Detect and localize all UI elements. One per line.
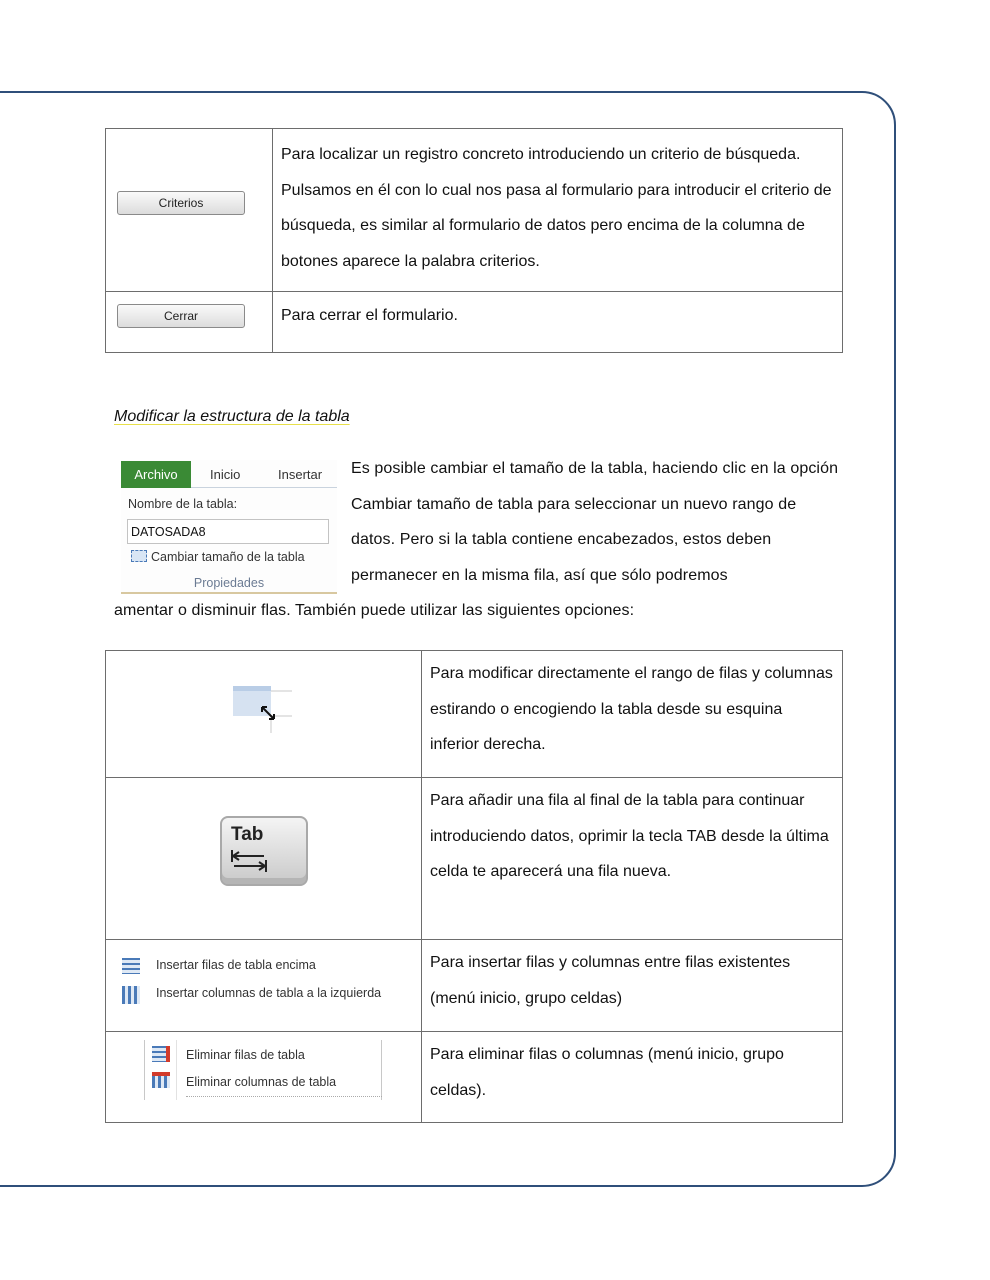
description-cell <box>422 651 843 778</box>
tab-archivo[interactable]: Archivo <box>121 461 191 488</box>
ribbon-tabs <box>121 460 337 488</box>
delete-rows-item[interactable]: Eliminar filas de tabla <box>186 1048 305 1062</box>
table-row <box>106 129 843 292</box>
tab-description: Para añadir una fila al final de la tabla para continuar introduciendo datos, oprimir la tecla TAB desde la última celda te aparecerá una fila nueva. <box>430 792 829 880</box>
description-cell <box>273 129 843 292</box>
resize-table-command[interactable] <box>131 550 305 564</box>
insert-rows-item[interactable]: Insertar filas de tabla encima <box>156 958 316 972</box>
table-row <box>106 651 843 778</box>
description-cell <box>422 778 843 940</box>
table-name-input[interactable]: DATOSADA8 <box>127 519 329 544</box>
image-cell <box>106 651 422 778</box>
tab-inicio[interactable]: Inicio <box>210 467 241 482</box>
cerrar-description: Para cerrar el formulario. <box>281 307 458 324</box>
delete-menu-dotted-line <box>186 1096 382 1097</box>
insert-columns-item[interactable]: Insertar columnas de tabla a la izquierda <box>156 986 382 1000</box>
table-row <box>106 1032 843 1123</box>
table-row <box>106 292 843 353</box>
table-name-label: Nombre de la tabla: <box>128 497 238 511</box>
cerrar-button[interactable]: Cerrar <box>117 304 245 328</box>
ribbon-properties-panel <box>121 460 337 594</box>
paragraph-text-tail: amentar o disminuir flas. También puede utilizar las siguientes opciones: <box>114 602 635 619</box>
description-cell <box>422 1032 843 1123</box>
image-cell <box>106 1032 422 1123</box>
tab-insertar[interactable]: Insertar <box>278 467 323 482</box>
tab-key-icon <box>220 816 308 886</box>
paragraph-last-line <box>114 593 854 629</box>
tab-key-label: Tab <box>231 824 264 845</box>
description-cell <box>422 940 843 1032</box>
criterios-description: Para localizar un registro concreto introduciendo un criterio de búsqueda. Pulsamos en él con lo cual nos pasa al formulario para introducir el criterio de búsqueda, es similar al formulario de datos pero encima de la columna de botones aparece la palabra criterios. <box>281 146 832 270</box>
delete-menu-separator <box>176 1040 177 1100</box>
tab-arrows-icon <box>230 848 270 874</box>
resize-table-icon <box>131 550 147 562</box>
paragraph-text: Es posible cambiar el tamaño de la tabla, haciendo clic en la opción Cambiar tamaño de tabla para seleccionar un nuevo rango de datos. Pero si la tabla contiene encabezados, estos deben permanecer en la misma fila, así que sólo podremos <box>351 460 839 584</box>
insert-rows-icon <box>122 958 140 974</box>
button-cell <box>106 292 273 353</box>
paragraph-block <box>351 451 839 593</box>
insert-description: Para insertar filas y columnas entre filas existentes (menú inicio, grupo celdas) <box>430 954 791 1007</box>
delete-description: Para eliminar filas o columnas (menú inicio, grupo celdas). <box>430 1046 784 1099</box>
table-row <box>106 778 843 940</box>
image-cell <box>106 778 422 940</box>
delete-columns-icon <box>152 1072 170 1088</box>
delete-rows-icon <box>152 1046 170 1062</box>
table-row <box>106 940 843 1032</box>
resize-handle-icon <box>230 681 300 741</box>
button-cell <box>106 129 273 292</box>
image-cell <box>106 940 422 1032</box>
ribbon-group-label: Propiedades <box>121 572 337 594</box>
table-options <box>105 650 843 1123</box>
resize-description: Para modificar directamente el rango de filas y columnas estirando o encogiendo la tabla desde su esquina inferior derecha. <box>430 665 833 753</box>
delete-columns-item[interactable]: Eliminar columnas de tabla <box>186 1075 337 1089</box>
form-buttons-table <box>105 128 843 353</box>
description-cell <box>273 292 843 353</box>
section-heading: Modificar la estructura de la tabla <box>114 408 350 425</box>
criterios-button[interactable]: Criterios <box>117 191 245 215</box>
resize-table-label: Cambiar tamaño de la tabla <box>151 550 305 564</box>
insert-columns-icon <box>122 986 140 1004</box>
